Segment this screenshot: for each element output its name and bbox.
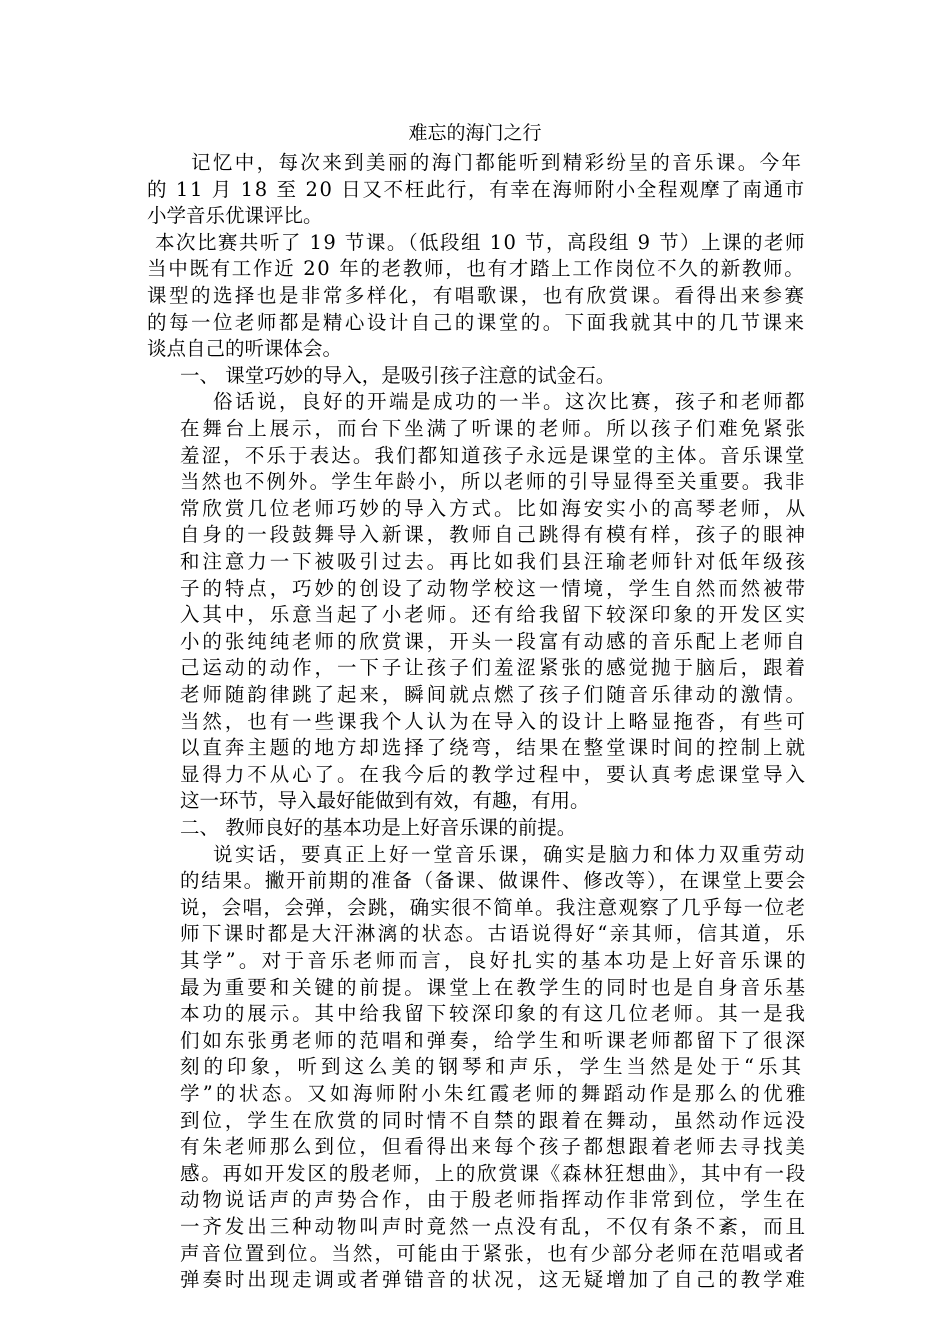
text-line: 在舞台上展示，而台下坐满了听课的老师。所以孩子们难免紧张: [180, 417, 808, 440]
text-line: 感。再如开发区的殷老师，上的欣赏课《森林狂想曲》，其中有一段: [180, 1161, 807, 1185]
text-line: 说，会唱，会弹，会跳，确实很不简单。我注意观察了几乎每一位老: [180, 895, 807, 919]
text-line: 说实话，要真正上好一堂音乐课，确实是脑力和体力双重劳动: [213, 842, 808, 866]
text-line: 小的张纯纯老师的欣赏课，开头一段富有动感的音乐配上老师自: [180, 629, 808, 653]
text-line: 刻的印象，听到这么美的钢琴和声乐，学生当然是处于“乐其: [180, 1055, 805, 1079]
text-line: 己运动的动作，一下子让孩子们羞涩紧张的感觉抛于脑后，跟着: [180, 656, 808, 680]
text-line: 小学音乐优课评比。: [147, 204, 323, 228]
text-line: 的每一位老师都是精心设计自己的课堂的。下面我就其中的几节课来: [147, 310, 807, 334]
text-line: 的 11 月 18 至 20 日又不枉此行，有幸在海师附小全程观摩了南通市: [147, 177, 806, 201]
text-line: 记忆中，每次来到美丽的海门都能听到精彩纷呈的音乐课。今年: [191, 151, 804, 174]
text-line: 最为重要和关键的前提。课堂上在教学生的同时也是自身音乐基: [180, 975, 808, 999]
text-line: 常欣赏几位老师巧妙的导入方式。比如海安实小的高琴老师，从: [180, 496, 808, 520]
text-line: 声音位置到位。当然，可能由于紧张，也有少部分老师在范唱或者: [180, 1241, 807, 1265]
text-line: 二、 教师良好的基本功是上好音乐课的前提。: [180, 816, 577, 839]
text-line: 俗话说，良好的开端是成功的一半。这次比赛，孩子和老师都: [213, 390, 808, 414]
text-line: 们如东张勇老师的范唱和弹奏，给学生和听课老师都留下了很深: [180, 1028, 808, 1052]
text-line: 师下课时都是大汗淋漓的状态。古语说得好“亲其师，信其道，乐: [180, 922, 808, 946]
text-line: 当然，也有一些课我个人认为在导入的设计上略显拖沓，有些可: [180, 709, 808, 733]
text-line: 当然也不例外。学生年龄小，所以老师的引导显得至关重要。我非: [180, 470, 807, 494]
document-title: 难忘的海门之行: [408, 122, 542, 144]
text-line: 的结果。撇开前期的准备（备课、做课件、修改等），在课堂上要会: [180, 869, 807, 893]
text-line: 有朱老师那么到位，但看得出来每个孩子都想跟着老师去寻找美: [180, 1135, 808, 1159]
text-line: 一、 课堂巧妙的导入，是吸引孩子注意的试金石。: [180, 363, 616, 387]
text-line: 和注意力一下被吸引过去。再比如我们县汪瑜老师针对低年级孩: [180, 550, 808, 573]
text-line: 老师随韵律跳了起来，瞬间就点燃了孩子们随音乐律动的激情。: [180, 683, 808, 706]
text-line: 本次比赛共听了 19 节课。（低段组 10 节，高段组 9 节）上课的老师: [155, 230, 806, 254]
text-line: 当中既有工作近 20 年的老教师，也有才踏上工作岗位不久的新教师。: [147, 257, 806, 281]
text-line: 显得力不从心了。在我今后的教学过程中，要认真考虑课堂导入: [180, 762, 808, 786]
text-line: 课型的选择也是非常多样化，有唱歌课，也有欣赏课。看得出来参赛: [147, 284, 807, 307]
text-line: 弹奏时出现走调或者弹错音的状况，这无疑增加了自己的教学难: [180, 1268, 808, 1292]
text-line: 学”的状态。又如海师附小朱红霞老师的舞蹈动作是那么的优雅: [180, 1082, 809, 1105]
text-line: 子的特点，巧妙的创设了动物学校这一情境，学生自然而然被带: [180, 576, 808, 600]
text-line: 以直奔主题的地方却选择了绕弯，结果在整堂课时间的控制上就: [180, 736, 808, 760]
text-line: 自身的一段鼓舞导入新课，教师自己跳得有模有样，孩子的眼神: [180, 523, 808, 547]
text-line: 一齐发出三种动物叫声时竟然一点没有乱，不仅有条不紊，而且: [180, 1215, 808, 1238]
text-line: 谈点自己的听课体会。: [147, 337, 343, 361]
text-line: 这一环节，导入最好能做到有效，有趣，有用。: [180, 789, 590, 813]
text-line: 入其中，乐意当起了小老师。还有给我留下较深印象的开发区实: [180, 603, 808, 627]
text-line: 本功的展示。其中给我留下较深印象的有这几位老师。其一是我: [180, 1002, 808, 1026]
text-line: 其学”。对于音乐老师而言，良好扎实的基本功是上好音乐课的: [180, 949, 809, 972]
text-line: 到位，学生在欣赏的同时情不自禁的跟着在舞动，虽然动作远没: [180, 1108, 808, 1132]
text-line: 动物说话声的声势合作，由于殷老师指挥动作非常到位，学生在: [180, 1188, 808, 1212]
text-line: 羞涩，不乐于表达。我们都知道孩子永远是课堂的主体。音乐课堂: [180, 443, 807, 467]
